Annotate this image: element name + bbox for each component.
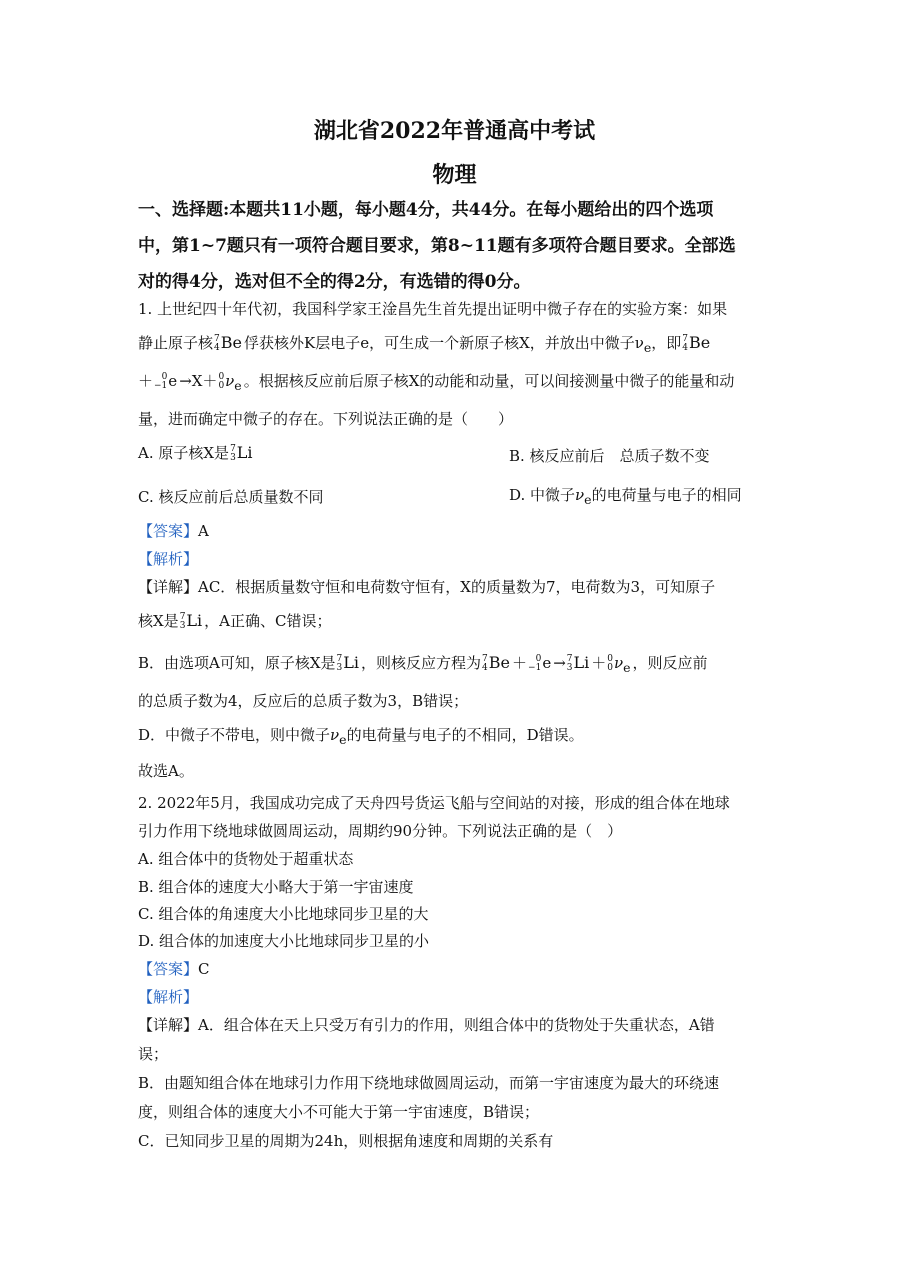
q2-detail-line: 误； <box>138 1045 169 1063</box>
nuclide-be: 7 4 Be <box>682 333 711 353</box>
subject-title: 物理 <box>432 162 477 188</box>
section-instructions <box>138 192 778 300</box>
q2-analysis-tag: 【解析】 <box>138 988 199 1006</box>
q2-option-b: B. 组合体的速度大小略大于第一宇宙速度 <box>138 878 414 896</box>
q1-detail-line: 核X是 7 3 Li ，A正确、C错误； <box>138 611 332 631</box>
nuclide-be: 7 4 Be <box>214 333 242 353</box>
q2-stem-line: 2. 2022年5月，我国成功完成了天舟四号货运飞船与空间站的对接，形成的组合体在地球 <box>138 794 730 812</box>
q2-option-d: D. 组合体的加速度大小比地球同步卫星的小 <box>138 932 430 950</box>
q1-analysis-tag: 【解析】 <box>138 550 199 568</box>
neutrino-symbol: 0 0 $\nu_e$ <box>218 372 242 393</box>
q1-stem-line: ＋ 0 −1 e →X＋ 0 0 $\nu_e$ 。根据核反应前后原子核X的动能和动量，可以间接测量中微子的能量和动 <box>138 372 735 393</box>
neutrino-symbol: 0 0 $\nu_e$ <box>607 654 631 675</box>
nuclide-li: 7 3 Li <box>230 443 253 463</box>
nuclide-be: 7 4 Be <box>482 653 511 673</box>
electron-symbol: 0 −1 e <box>528 654 552 673</box>
nuclide-li: 7 3 Li <box>179 611 203 631</box>
q1-detail-line: 的总质子数为4，反应后的总质子数为3，B错误； <box>138 692 469 710</box>
q2-detail-line: 【详解】A．组合体在天上只受万有引力的作用，则组合体中的货物处于失重状态，A错 <box>138 1016 715 1034</box>
q1-detail-line: D．中微子不带电，则中微子$\nu_e$的电荷量与电子的不相同，D错误。 <box>138 726 584 747</box>
q1-stem-line: 量，进而确定中微子的存在。下列说法正确的是（ ） <box>138 410 514 428</box>
q1-option-c: C. 核反应前后总质量数不同 <box>138 488 324 506</box>
instructions-line: 中，第1~7题只有一项符合题目要求，第8~11题有多项符合题目要求。全部选 <box>138 236 736 256</box>
q2-detail-line: B．由题知组合体在地球引力作用下绕地球做圆周运动，而第一宇宙速度为最大的环绕速 <box>138 1074 720 1092</box>
q1-option-a: A. 原子核X是 7 3 Li <box>138 443 253 463</box>
q1-stem-line: 1. 上世纪四十年代初，我国科学家王淦昌先生首先提出证明中微子存在的实验方案：如果 <box>138 300 728 318</box>
q2-option-c: C. 组合体的角速度大小比地球同步卫星的大 <box>138 905 429 923</box>
q2-answer: 【答案】C <box>138 960 210 978</box>
q2-detail-line: 度，则组合体的速度大小不可能大于第一宇宙速度，B错误； <box>138 1103 540 1121</box>
q2-stem-line: 引力作用下绕地球做圆周运动，周期约90分钟。下列说法正确的是（ ） <box>138 822 623 840</box>
q1-option-d: D. 中微子$\nu_e$的电荷量与电子的相同 <box>509 486 742 507</box>
answer-tag: 【答案】 <box>138 960 199 978</box>
q1-stem-line: 静止原子核 7 4 Be 俘获核外K层电子e，可生成一个新原子核X，并放出中微子$\nu_e$，即 7 4 Be <box>138 333 711 355</box>
q2-detail-line: C．已知同步卫星的周期为24h，则根据角速度和周期的关系有 <box>138 1132 554 1150</box>
q2-option-a: A. 组合体中的货物处于超重状态 <box>138 850 354 868</box>
nuclide-li: 7 3 Li <box>566 653 590 673</box>
q1-detail-line: 【详解】AC．根据质量数守恒和电荷数守恒有，X的质量数为7，电荷数为3，可知原子 <box>138 578 716 596</box>
exam-title: 湖北省2022年普通高中考试 <box>313 118 596 144</box>
q1-detail-line: B．由选项A可知，原子核X是 7 3 Li ，则核反应方程为 7 4 Be ＋ 0 −1 e → 7 3 Li ＋ 0 0 $\nu_e$ ，则反应前 <box>138 653 708 675</box>
instructions-line: 一、选择题:本题共11小题，每小题4分，共44分。在每小题给出的四个选项 <box>138 200 714 220</box>
q1-conclusion: 故选A。 <box>138 762 194 780</box>
q1-option-b: B. 核反应前后 总质子数不变 <box>509 447 710 465</box>
answer-tag: 【答案】 <box>138 522 199 540</box>
q1-answer: 【答案】A <box>138 522 209 540</box>
nuclide-li: 7 3 Li <box>336 653 360 673</box>
electron-symbol: 0 −1 e <box>154 372 178 391</box>
instructions-line: 对的得4分，选对但不全的得2分，有选错的得0分。 <box>138 272 531 292</box>
